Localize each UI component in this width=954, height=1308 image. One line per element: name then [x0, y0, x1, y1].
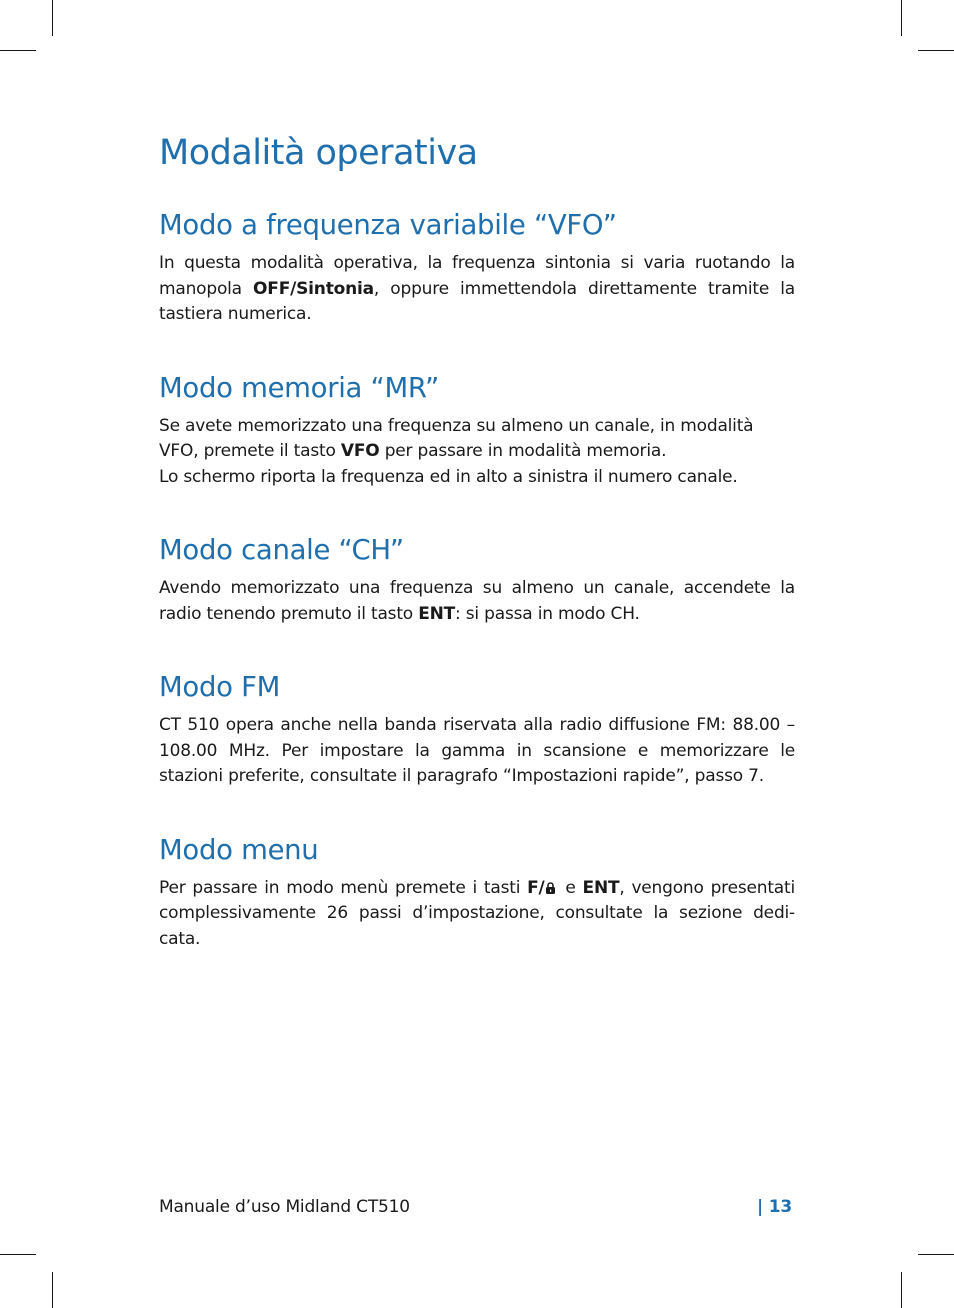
key-name-f: F/ — [527, 877, 545, 898]
text-run: , oppure immettendola direttamente tramite la tastiera numerica. — [159, 278, 795, 324]
crop-mark-tr-h — [918, 50, 954, 51]
key-name-ent: ENT — [418, 603, 456, 624]
text-run: , vengono presentati complessivamente 26 passi d’impostazione, consultate la sezione dedi-cata. — [159, 877, 795, 949]
footer-manual-title: Manuale d’uso Midland CT510 — [159, 1197, 410, 1217]
key-name-vfo: VFO — [340, 441, 380, 461]
section-heading-vfo: Modo a frequenza variabile “VFO” — [159, 209, 617, 241]
key-name-ent: ENT — [582, 877, 620, 898]
text-run: e — [558, 877, 583, 898]
text-run: Avendo memorizzato una frequenza su almeno un canale, accendete la radio tenendo premuto il tasto — [159, 578, 795, 624]
page-number: | 13 — [757, 1197, 792, 1217]
section-heading-fm: Modo FM — [159, 671, 281, 703]
section-text-mr — [159, 414, 795, 465]
crop-mark-br-h — [918, 1254, 954, 1255]
page-content — [159, 128, 795, 952]
crop-mark-bl-h — [0, 1254, 36, 1255]
text-run: In questa modalità operativa, la frequenza sintonia si varia ruotando la manopola — [159, 253, 795, 299]
page-footer — [159, 1194, 795, 1220]
crop-mark-bl-v — [52, 1272, 53, 1308]
section-heading-menu: Modo menu — [159, 833, 319, 866]
lock-icon — [545, 882, 556, 894]
crop-mark-br-v — [901, 1272, 902, 1308]
page-title: Modalità operativa — [159, 133, 478, 173]
crop-mark-tl-h — [0, 50, 36, 51]
section-text-ch — [159, 576, 795, 627]
text-run: : si passa in modo CH. — [455, 603, 640, 624]
text-run: per passare in modalità memoria. — [379, 441, 667, 461]
key-name-off-sintonia: OFF/Sintonia — [253, 278, 374, 299]
section-text-fm: CT 510 opera anche nella banda riservata alla radio diffusione FM: 88.00 – 108.00 MHz. Per impostare la gamma in scansione e memorizzare le stazioni preferite, consultate il paragrafo “Impostazioni rapide”, passo 7. — [159, 715, 795, 786]
section-text-vfo — [159, 251, 795, 328]
section-heading-ch: Modo canale “CH” — [159, 534, 404, 566]
section-heading-mr: Modo memoria “MR” — [159, 371, 439, 404]
text-run: Per passare in modo menù premete i tasti — [159, 877, 528, 898]
text-run: Se avete memorizzato una frequenza su almeno un canale, in modalità VFO, premete il tasto — [159, 415, 754, 461]
crop-mark-tl-v — [52, 0, 53, 36]
section-text-menu — [159, 876, 795, 953]
crop-mark-tr-v — [901, 0, 902, 36]
section-text-mr-2: Lo schermo riporta la frequenza ed in alto a sinistra il numero canale. — [159, 466, 738, 487]
